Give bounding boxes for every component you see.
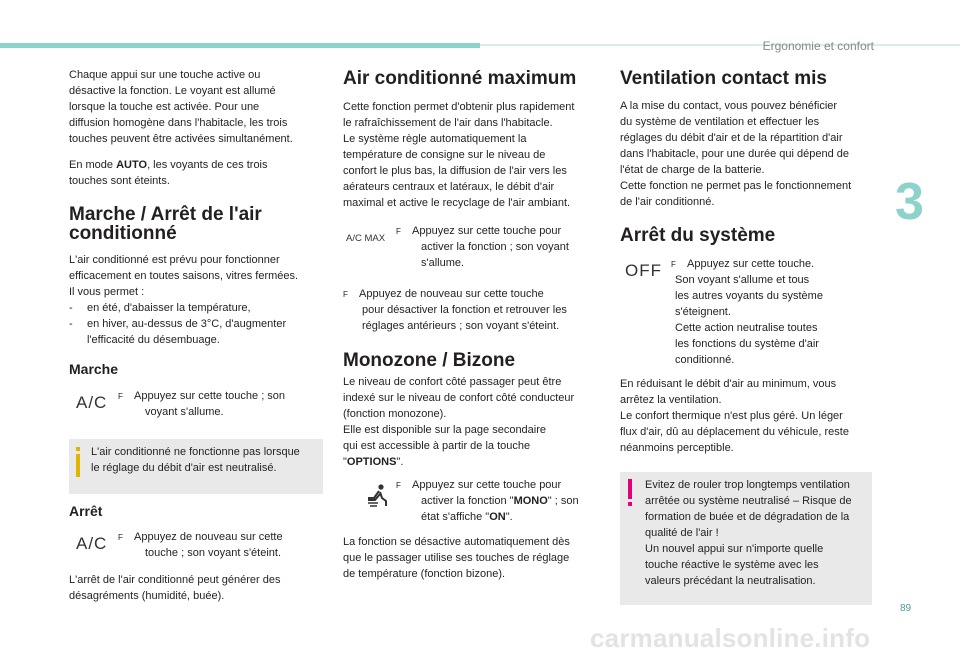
warning-text: formation de buée et de dégradation de la [645, 511, 850, 523]
step-bullet: F [118, 533, 123, 542]
step-text: Appuyez sur cette touche. [687, 258, 815, 270]
intro-line: désactive la fonction. Le voyant est allumé [69, 85, 276, 97]
para-line: indexé sur le niveau de confort côté conducteur [343, 392, 575, 404]
para-line: (fonction monozone). [343, 408, 447, 420]
quote: ". [396, 456, 404, 468]
step-line: s'éteignent. [675, 306, 731, 318]
para-line: efficacement en toutes saisons, vitres fermées. [69, 270, 299, 282]
para-line: température de consigne sur le niveau de [343, 149, 546, 161]
step-line [118, 388, 285, 405]
step-line [421, 493, 579, 509]
watermark: carmanualsonline.info [590, 623, 871, 649]
para-line: Elle est disponible sur la page secondaire [343, 424, 547, 436]
list-continuation: l'efficacité du désembuage. [87, 334, 220, 346]
para-line: Le confort thermique n'est plus géré. Un léger [620, 410, 843, 422]
warning-text: qualité de l'air ! [645, 527, 719, 539]
para-line: maximal et active le recyclage de l'air ambiant. [343, 197, 571, 209]
para-line: flux d'air, dû au déplacement du véhicule, reste [620, 426, 849, 438]
quote: " [343, 456, 347, 468]
heading-arret-systeme: Arrêt du système [620, 225, 776, 246]
step-text: Appuyez sur cette touche pour [412, 225, 562, 237]
final-line: La fonction se désactive automatiquement dès [343, 536, 570, 548]
mono-keyword: MONO [513, 495, 548, 507]
heading-arret: Arrêt [69, 503, 103, 519]
step-text: " ; son [547, 495, 579, 507]
step-line [421, 509, 513, 525]
para-line: qui est accessible à partir de la touche [343, 440, 531, 452]
auto-keyword: AUTO [116, 159, 148, 171]
step-line [343, 286, 544, 303]
intro-line: touches peuvent être activées simultanément. [69, 133, 293, 145]
para-line: néanmoins perceptible. [620, 442, 734, 454]
final-line: L'arrêt de l'air conditionné peut générer des [69, 574, 281, 586]
page-number: 89 [900, 603, 912, 614]
heading-air-max: Air conditionné maximum [343, 68, 577, 89]
auto-mode-line: touches sont éteints. [69, 175, 170, 187]
heading-marche-arret-2: conditionné [69, 223, 177, 244]
step-line: les autres voyants du système [675, 290, 823, 302]
auto-pre: En mode [69, 159, 117, 171]
step-text: Appuyez sur cette touche ; son [134, 390, 286, 402]
ac-max-button-icon: A/C MAX [346, 233, 386, 244]
step-bullet: F [671, 260, 676, 269]
para-line: l'état de charge de la batterie. [620, 164, 765, 176]
para-line: de l'air conditionné. [620, 196, 715, 208]
auto-mode-line [69, 157, 268, 173]
warning-text: valeurs précédant la neutralisation. [645, 575, 816, 587]
auto-post: , les voyants de ces trois [147, 159, 268, 171]
para-line: Le système règle automatiquement la [343, 133, 527, 145]
heading-marche: Marche [69, 361, 119, 377]
step-line [396, 223, 561, 240]
para-line: Cette fonction permet d'obtenir plus rapidement [343, 101, 575, 113]
final-line: que le passager utilise ses touches de réglage [343, 552, 570, 564]
step-bullet: F [396, 227, 401, 236]
step-bullet: F [118, 392, 123, 401]
step-line: pour désactiver la fonction et retrouver les [362, 304, 567, 316]
list-text: en hiver, au-dessus de 3°C, d'augmenter [87, 318, 287, 330]
final-line: de température (fonction bizone). [343, 568, 506, 580]
para-line: L'air conditionné est prévu pour fonctionner [69, 254, 280, 266]
step-line: touche ; son voyant s'éteint. [145, 547, 282, 559]
step-text: Appuyez sur cette touche pour [412, 479, 562, 491]
ac-button-icon: A/C [76, 393, 108, 412]
step-line [118, 529, 283, 546]
warning-text: Un nouvel appui sur n'importe quelle [645, 543, 824, 555]
step-line: conditionné. [675, 354, 735, 366]
section-title: Ergonomie et confort [762, 39, 874, 53]
final-line: désagréments (humidité, buée). [69, 590, 225, 602]
list-dash: - [69, 302, 73, 314]
warning-icon [628, 479, 632, 507]
para-line: Cette fonction ne permet pas le fonctionnement [620, 180, 852, 192]
info-text: L'air conditionné ne fonctionne pas lorsque [91, 446, 300, 458]
para-line: Il vous permet : [69, 286, 145, 298]
step-line: Cette action neutralise toutes [675, 322, 818, 334]
step-line: activer la fonction ; son voyant [421, 241, 569, 253]
off-button-icon: OFF [625, 261, 662, 280]
step-bullet: F [343, 290, 348, 299]
step-text: Appuyez de nouveau sur cette [134, 531, 283, 543]
list-text: en été, d'abaisser la température, [87, 302, 251, 314]
warning-text: touche réactive le système avec les [645, 559, 819, 571]
step-text: activer la fonction " [421, 495, 514, 507]
heading-marche-arret: Marche / Arrêt de l'air [69, 204, 262, 225]
header-accent-bar [0, 43, 480, 48]
chapter-number: 3 [895, 173, 924, 231]
passenger-seat-icon [366, 484, 388, 508]
warning-box [620, 472, 872, 605]
para-line: dans l'habitacle, pour une durée qui dépend de [620, 148, 850, 160]
step-line [671, 256, 814, 273]
info-text: le réglage du débit d'air est neutralisé. [91, 462, 277, 474]
step-line: Son voyant s'allume et tous [675, 274, 810, 286]
step-line: les fonctions du système d'air [675, 338, 819, 350]
para-line: le rafraîchissement de l'air dans l'habitacle. [343, 117, 553, 129]
intro-line: Chaque appui sur une touche active ou [69, 69, 261, 81]
para-line: réglages du débit d'air et de la répartition d'air [620, 132, 843, 144]
para-line: confort le plus bas, la diffusion de l'air vers les [343, 165, 567, 177]
header-rule [480, 44, 960, 46]
para-line: du système de ventilation et effectuer les [620, 116, 820, 128]
step-line [396, 477, 561, 494]
step-text: Appuyez de nouveau sur cette touche [359, 288, 544, 300]
heading-ventilation: Ventilation contact mis [620, 68, 827, 89]
list-item [69, 316, 287, 332]
step-bullet: F [396, 481, 401, 490]
warning-text: arrêtée ou système neutralisé – Risque de [645, 495, 852, 507]
para-line: A la mise du contact, vous pouvez bénéficier [620, 100, 838, 112]
list-item [69, 300, 251, 316]
on-keyword: ON [489, 511, 506, 523]
para-line: arrêtez la ventilation. [620, 394, 722, 406]
step-text: état s'affiche " [421, 511, 490, 523]
options-keyword: OPTIONS [346, 456, 397, 468]
step-line: voyant s'allume. [145, 406, 224, 418]
step-line: s'allume. [421, 257, 465, 269]
ac-button-icon: A/C [76, 534, 108, 553]
para-line: aérateurs centraux et latéraux, le débit d'air [343, 181, 555, 193]
heading-monozone: Monozone / Bizone [343, 350, 516, 371]
warning-text: Evitez de rouler trop longtemps ventilation [645, 479, 850, 491]
info-icon [76, 447, 80, 477]
list-dash: - [69, 318, 73, 330]
step-text: ". [505, 511, 513, 523]
options-line [343, 454, 403, 470]
info-box [69, 439, 323, 494]
intro-line: diffusion homogène dans l'habitacle, les trois [69, 117, 288, 129]
step-line: réglages antérieurs ; son voyant s'éteint. [362, 320, 560, 332]
para-line: Le niveau de confort côté passager peut être [343, 376, 562, 388]
para-line: En réduisant le débit d'air au minimum, vous [620, 378, 837, 390]
intro-line: lorsque la touche est activée. Pour une [69, 101, 260, 113]
